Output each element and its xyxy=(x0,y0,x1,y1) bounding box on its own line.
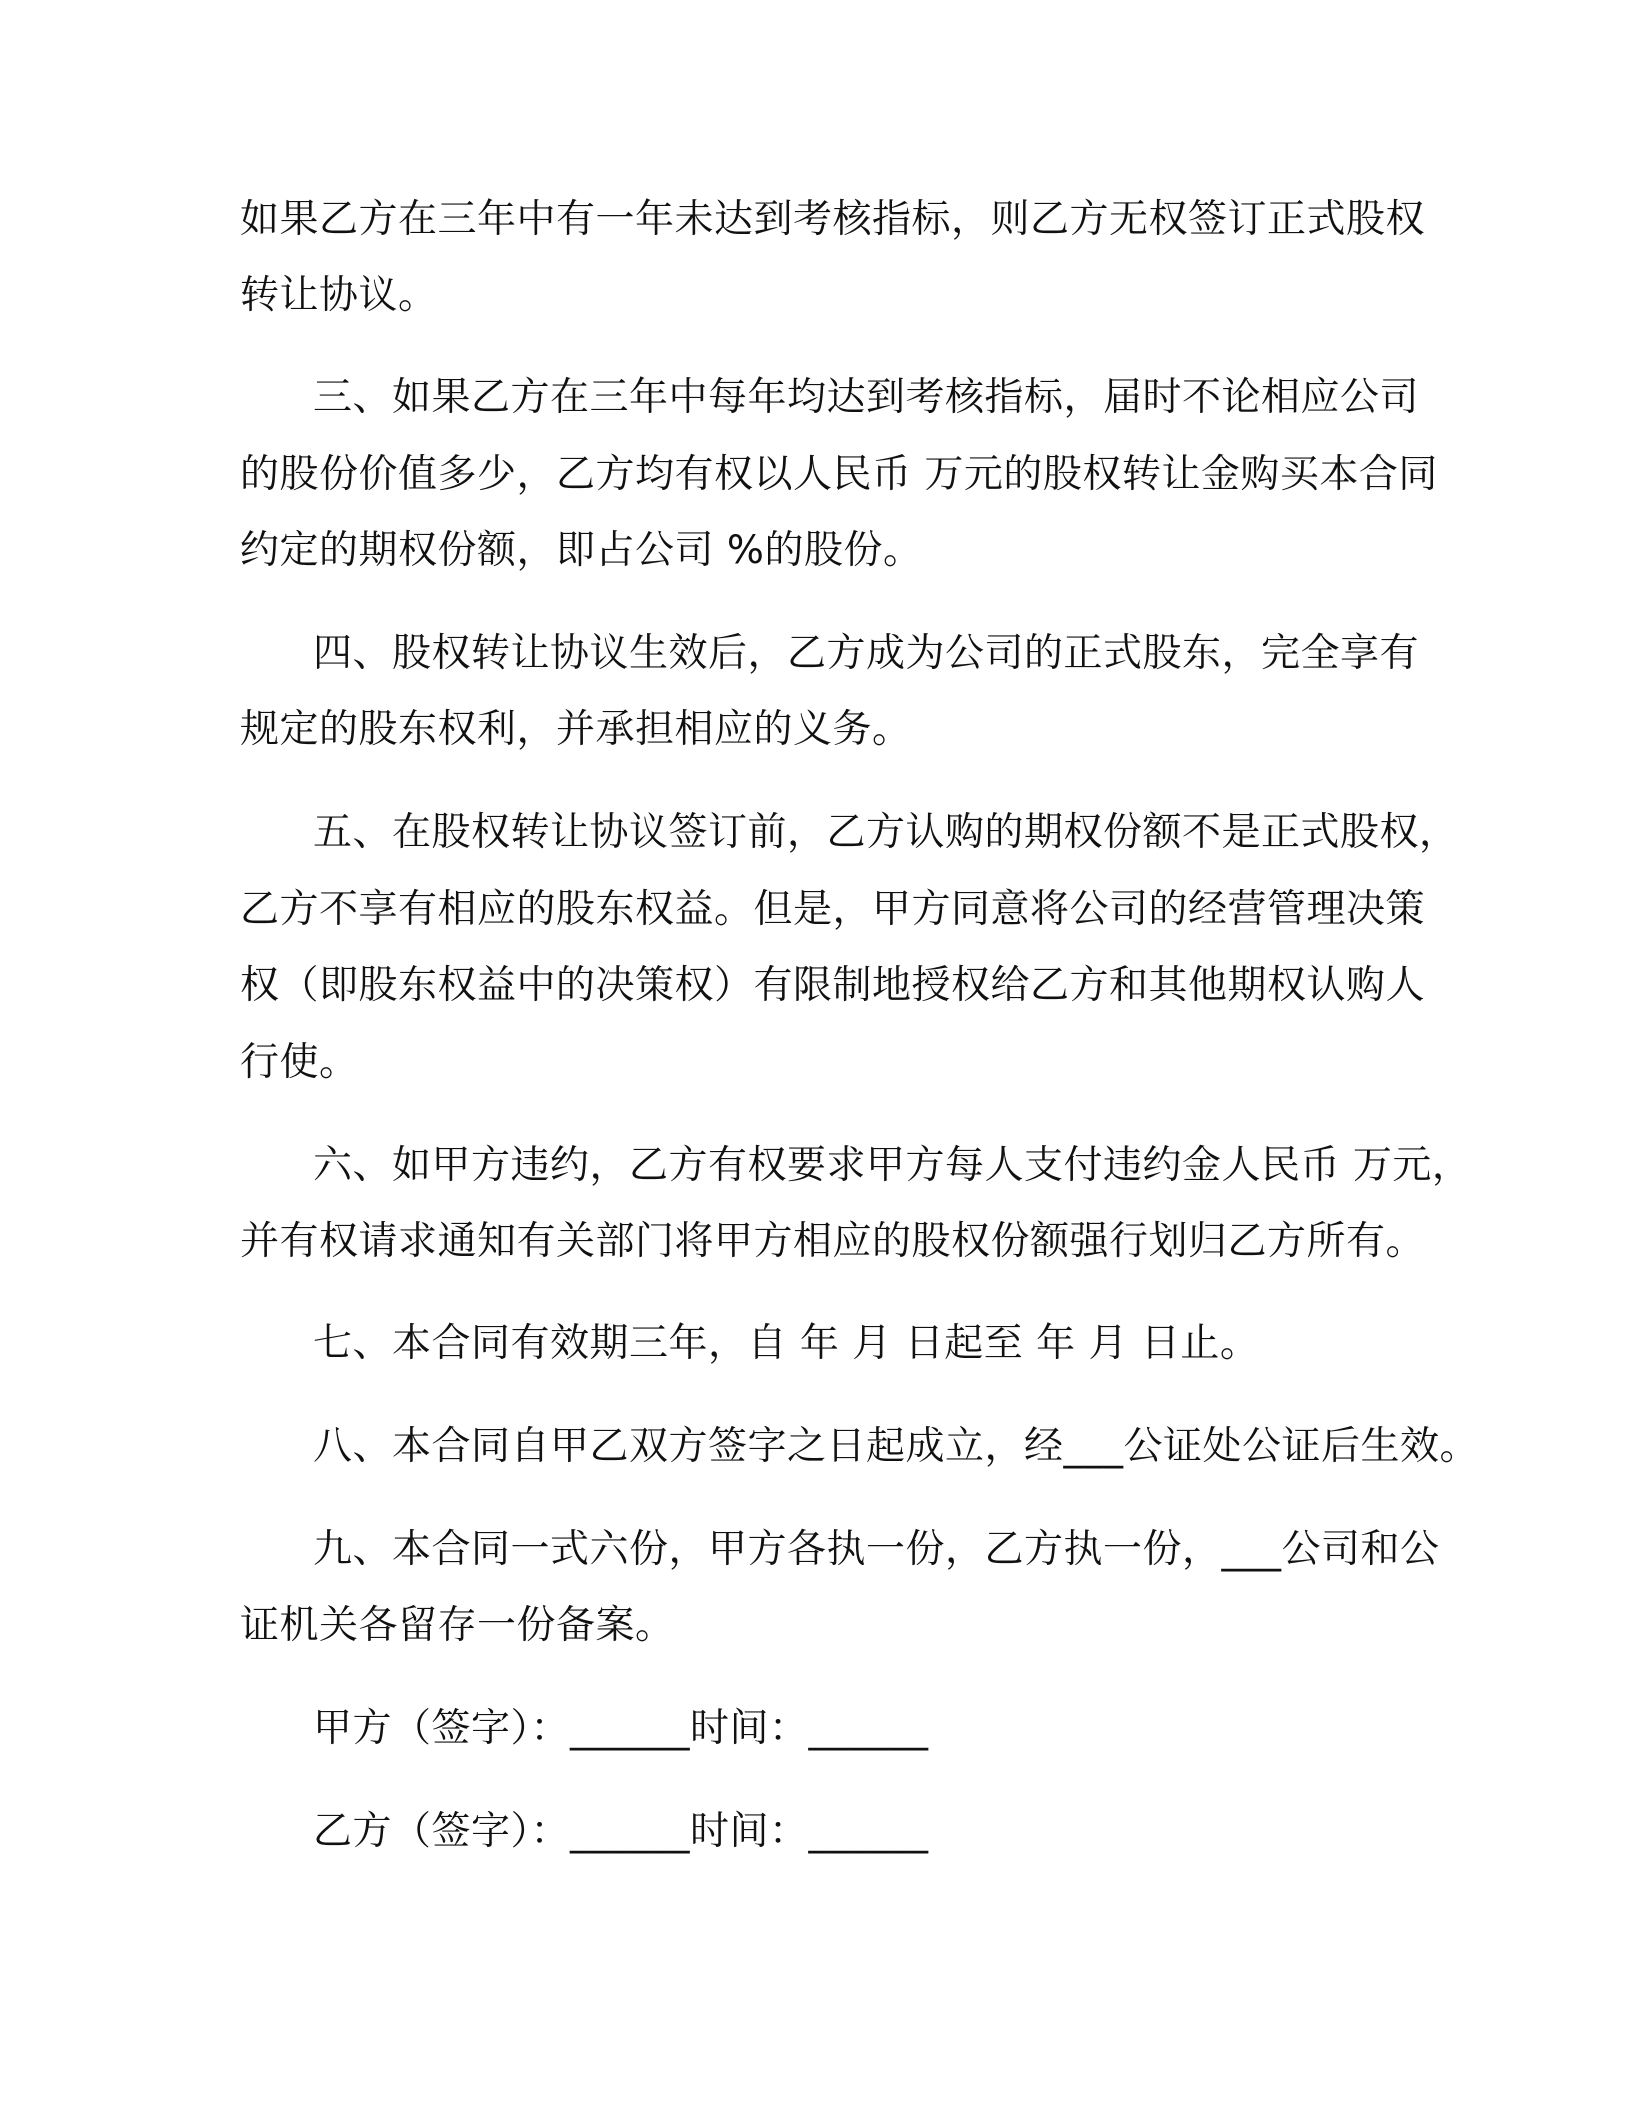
paragraph-line: 证机关各留存一份备案。 xyxy=(240,1603,675,1648)
paragraph-line: 四、股权转让协议生效后，乙方成为公司的正式股东，完全享有 xyxy=(313,631,1420,676)
paragraph-line: 乙方不享有相应的股东权益。但是，甲方同意将公司的经营管理决策 xyxy=(240,887,1426,932)
paragraph-line: 如果乙方在三年中有一年未达到考核指标，则乙方无权签订正式股权 xyxy=(240,197,1426,242)
paragraph-line: 转让协议。 xyxy=(240,273,438,318)
paragraph-line: 六、如甲方违约，乙方有权要求甲方每人支付违约金人民币 万元， xyxy=(313,1143,1472,1188)
paragraph-line: 三、如果乙方在三年中每年均达到考核指标，届时不论相应公司 xyxy=(313,375,1420,420)
paragraph-line: 七、本合同有效期三年，自 年 月 日起至 年 月 日止。 xyxy=(313,1321,1260,1366)
paragraph-line: 规定的股东权利，并承担相应的义务。 xyxy=(240,707,912,752)
paragraph-line: 约定的期权份额，即占公司 %的股份。 xyxy=(240,528,923,573)
paragraph-line: 的股份价值多少，乙方均有权以人民币 万元的股权转让金购买本合同 xyxy=(240,452,1438,497)
signature-line-party-b: 乙方（签字）：______时间：______ xyxy=(313,1809,929,1854)
paragraph-line: 八、本合同自甲乙双方签字之日起成立，经___公证处公证后生效。 xyxy=(313,1424,1480,1469)
paragraph-line: 权（即股东权益中的决策权）有限制地授权给乙方和其他期权认购人 xyxy=(240,963,1426,1008)
paragraph-line: 并有权请求通知有关部门将甲方相应的股权份额强行划归乙方所有。 xyxy=(240,1219,1426,1264)
paragraph-line: 行使。 xyxy=(240,1040,359,1085)
signature-line-party-a: 甲方（签字）：______时间：______ xyxy=(313,1706,929,1751)
paragraph-line: 九、本合同一式六份，甲方各执一份，乙方执一份，___公司和公 xyxy=(313,1527,1440,1572)
paragraph-line: 五、在股权转让协议签订前，乙方认购的期权份额不是正式股权， xyxy=(313,810,1459,855)
